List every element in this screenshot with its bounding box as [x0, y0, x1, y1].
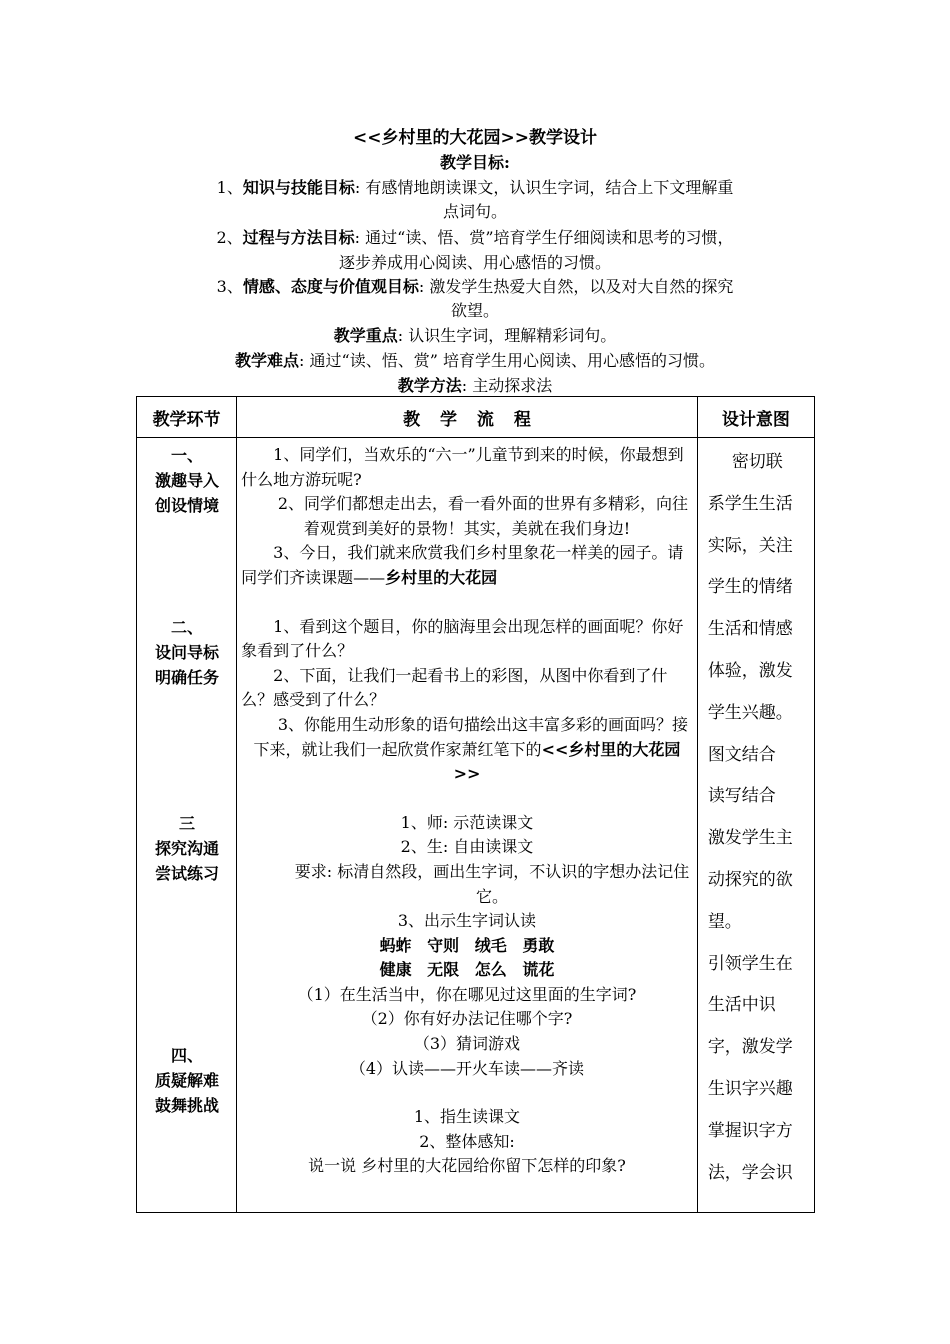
- process-s3-2: 2、生: 自由读课文: [400, 837, 534, 857]
- question-4: （4）认读——开火车读——齐读: [349, 1058, 585, 1078]
- intent-line: 学生的情绪: [707, 577, 793, 598]
- stage-3-line1: 探究沟通: [154, 839, 219, 858]
- key-point: [0, 325, 950, 347]
- process-s2-3-text: 3、你能用生动形象的语句描绘出这丰富多彩的画面吗？接下来，就让我们一起欣赏作家萧红笔下的: [253, 714, 689, 759]
- stage-4: [137, 1043, 237, 1118]
- objective-2-label: 过程与方法目标: [242, 228, 355, 247]
- stage-1-line1: 激趣导入: [154, 471, 219, 490]
- process-s4-3: 说一说 乡村里的大花园给你留下怎样的印象?: [308, 1156, 626, 1176]
- stage-3: [137, 811, 237, 886]
- objective-3: [0, 276, 950, 298]
- intent-line: 望。: [707, 911, 742, 932]
- objective-1-num: 1、: [216, 178, 243, 197]
- objective-3-num: 3、: [216, 277, 243, 296]
- process-s4-2: 2、整体感知:: [419, 1131, 515, 1151]
- objective-1-cont: 点词句。: [442, 202, 507, 221]
- process-s2-3: [241, 713, 693, 787]
- teaching-method-text: : 主动探求法: [461, 376, 553, 395]
- difficulty: [0, 350, 950, 372]
- process-s4-1: 1、指生读课文: [413, 1107, 521, 1127]
- process-column: [237, 438, 698, 1213]
- stage-2-line2: 明确任务: [154, 668, 219, 687]
- intent-line: 激发学生主: [707, 828, 793, 849]
- table-body-row: [137, 438, 815, 1213]
- objective-1-text: : 有感情地朗读课文，认识生字词，结合上下文理解重: [354, 178, 734, 197]
- stage-3-num: 三: [178, 814, 195, 833]
- stage-4-num: 四、: [170, 1046, 203, 1065]
- header-process-label: 教 学 流 程: [403, 409, 531, 430]
- intent-line: 体验，激发: [707, 660, 793, 681]
- key-point-text: : 认识生字词，理解精彩词句。: [397, 326, 617, 345]
- document-title: <<乡村里的大花园>>教学设计: [353, 128, 597, 148]
- process-s1-3-text: 3、今日，我们就来欣赏我们乡村里象花一样美的园子。请同学们齐读课题——: [241, 543, 684, 587]
- question-2: （2）你有好办法记住哪个字?: [361, 1009, 573, 1029]
- intent-line: 掌握识字方: [707, 1120, 793, 1141]
- process-s3-1: 1、师: 示范读课文: [400, 812, 534, 832]
- stage-4-line1: 质疑解难: [154, 1071, 219, 1090]
- process-s1-3-title: 乡村里的大花园: [385, 567, 498, 587]
- intent-line: 系学生生活: [707, 493, 793, 514]
- stage-3-line2: 尝试练习: [154, 864, 219, 883]
- vocab-words-1: 蚂蚱 守则 绒毛 勇敢: [379, 935, 555, 955]
- intent-line: 实际，关注: [707, 535, 793, 556]
- difficulty-text: : 通过“读、悟、赏” 培育学生用心阅读、用心感悟的习惯。: [299, 351, 715, 370]
- process-s2-3-title: <<乡村里的大花园>>: [453, 739, 681, 784]
- intent-line: 字，激发学: [707, 1037, 793, 1058]
- header-process: [237, 397, 698, 438]
- process-s1-1: 1、同学们，当欢乐的“六一”儿童节到来的时候，你最想到什么地方游玩呢?: [241, 445, 684, 489]
- question-1: （1）在生活当中，你在哪见过这里面的生字词?: [297, 984, 637, 1004]
- process-s3-3: 3、出示生字词认读: [397, 911, 537, 931]
- stage-2: [137, 615, 237, 690]
- objective-2-text: : 通过“读、悟、赏”培育学生仔细阅读和思考的习惯，: [354, 228, 734, 247]
- stage-1-num: 一、: [170, 446, 203, 465]
- objective-2: [0, 227, 950, 249]
- objective-3-cont: 欲望。: [450, 301, 499, 320]
- objectives-heading: 教学目标:: [440, 153, 510, 172]
- stage-2-line1: 设问导标: [154, 643, 219, 662]
- key-point-label: 教学重点: [333, 326, 398, 345]
- difficulty-label: 教学难点: [235, 351, 300, 370]
- intent-line: 学生兴趣。: [707, 702, 793, 723]
- objective-1: [0, 177, 950, 199]
- process-s2-2: 2、下面，让我们一起看书上的彩图，从图中你看到了什么？感受到了什么？: [241, 665, 668, 710]
- header-intent: 设计意图: [697, 397, 814, 438]
- objective-1-label: 知识与技能目标: [242, 178, 355, 197]
- stage-4-line2: 鼓舞挑战: [154, 1096, 219, 1115]
- lesson-table: [136, 396, 815, 1213]
- process-s2-1: 1、看到这个题目，你的脑海里会出现怎样的画面呢？你好象看到了什么？: [241, 616, 684, 661]
- intent-line: 读写结合: [707, 786, 776, 807]
- stage-column: [137, 438, 237, 1213]
- vocab-words-2: 健康 无限 怎么 谎花: [379, 960, 555, 980]
- intent-line: 图文结合: [707, 744, 776, 765]
- process-s3-requirement: 要求: 标清自然段，画出生字词，不认识的字想办法记住它。: [294, 861, 690, 906]
- objective-2-cont: 逐步养成用心阅读、用心感悟的习惯。: [338, 253, 611, 272]
- objective-2-num: 2、: [216, 228, 243, 247]
- intent-line: 密切联: [731, 452, 783, 472]
- intent-line: 引领学生在: [707, 953, 793, 974]
- header-stage: 教学环节: [137, 397, 237, 438]
- process-s1-3: [241, 541, 693, 590]
- stage-1-line2: 创设情境: [154, 496, 219, 515]
- objective-3-label: 情感、态度与价值观目标: [242, 277, 419, 296]
- intent-line: 生识字兴趣: [707, 1078, 793, 1099]
- intent-column: [697, 438, 814, 1213]
- stage-1: [137, 443, 237, 518]
- teaching-method: [0, 375, 950, 397]
- intent-line: 生活中识: [707, 995, 776, 1016]
- teaching-method-label: 教学方法: [397, 376, 462, 395]
- process-s1-2: 2、同学们都想走出去，看一看外面的世界有多精彩，向往着观赏到美好的景物！其实，美就在我们身边!: [277, 494, 689, 538]
- intent-line: 法，学会识: [707, 1162, 793, 1183]
- table-header-row: [137, 397, 815, 438]
- question-3: （3）猜词游戏: [413, 1034, 521, 1054]
- stage-2-num: 二、: [170, 618, 203, 637]
- intent-line: 动探究的欲: [707, 869, 793, 890]
- objective-3-text: : 激发学生热爱大自然，以及对大自然的探究: [418, 277, 734, 296]
- intent-line: 生活和情感: [707, 619, 793, 640]
